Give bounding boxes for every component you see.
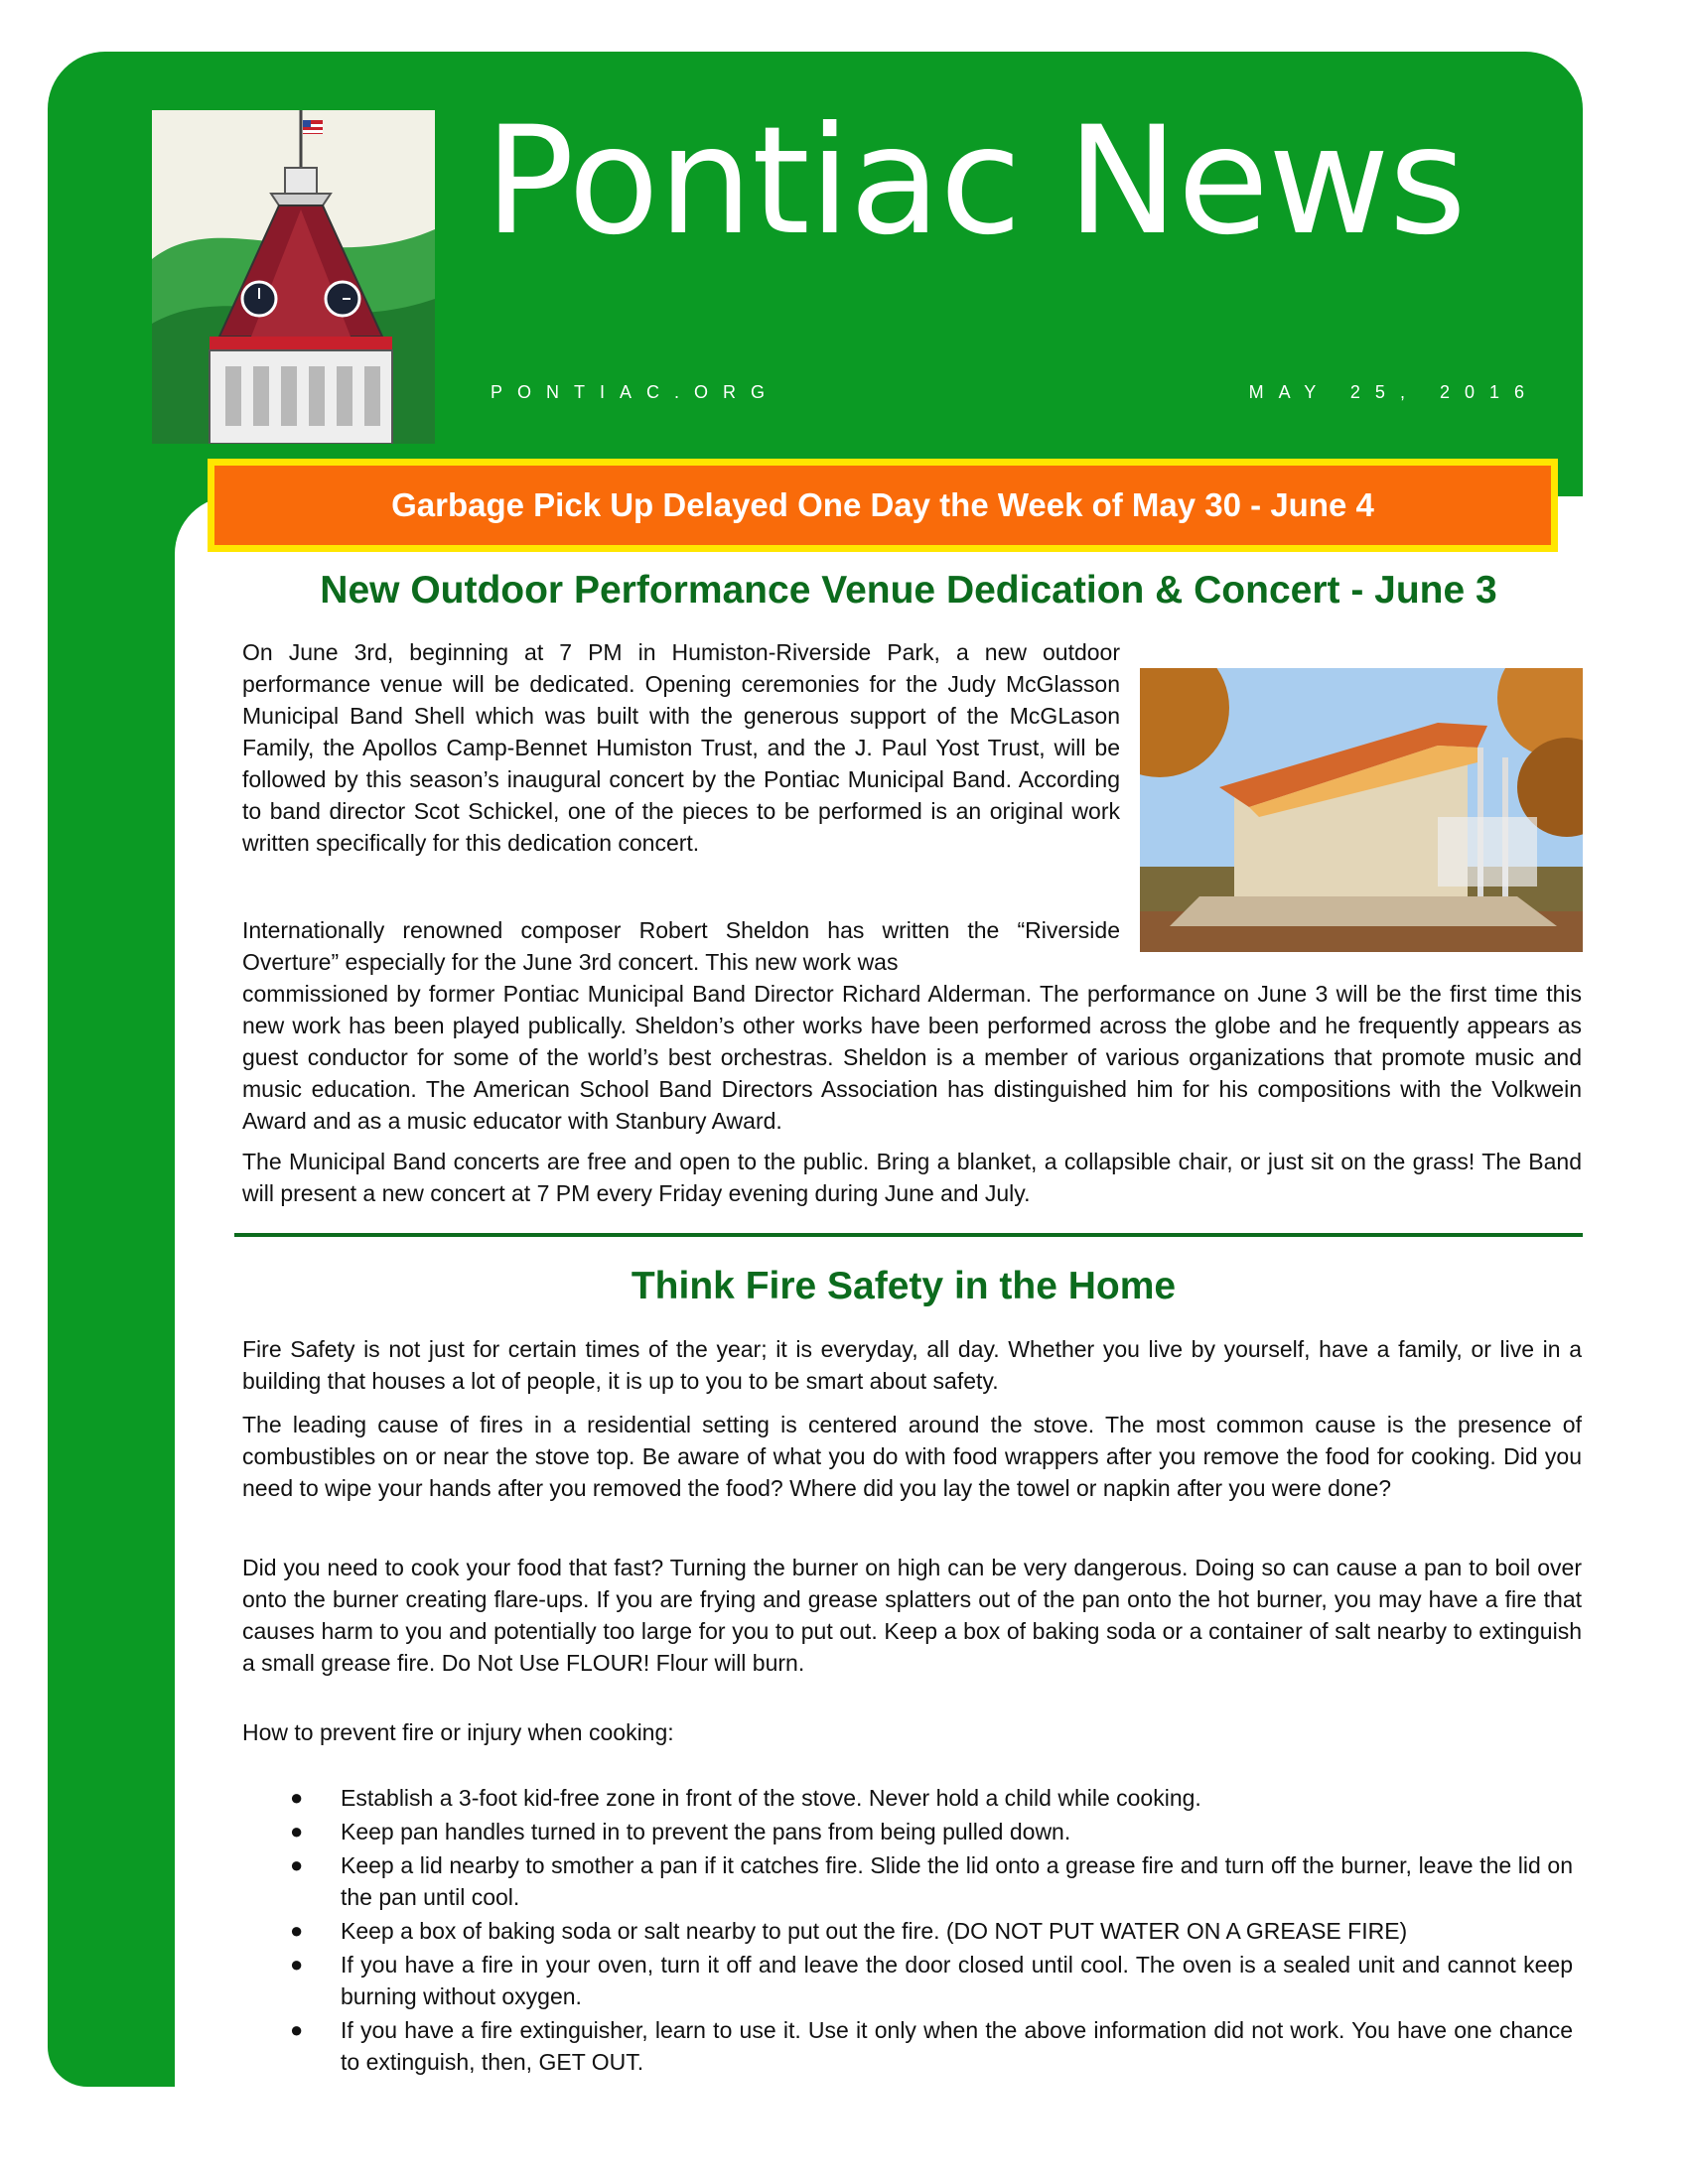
courthouse-logo (152, 110, 435, 444)
article2-title: Think Fire Safety in the Home (631, 1265, 1177, 1307)
article2-paragraph-2: The leading cause of fires in a residential setting is centered around the stove. The most common cause is the presence of combustibles on or near the stove top. Be aware of what you do with food wrappers after you remove the food for cooking. Did you need to wipe your hands after you removed the food? Where did you lay the towel or napkin after you were done? (242, 1412, 1582, 1501)
list-item-text: Keep pan handles turned in to prevent the pans from being pulled down. (341, 1819, 1071, 1844)
article1-title: New Outdoor Performance Venue Dedication & Concert - June 3 (320, 569, 1497, 612)
bullet-icon: ● (290, 1918, 304, 1943)
article2-paragraph-1: Fire Safety is not just for certain times of the year; it is everyday, all day. Whether you live by yourself, have a family, or live in a building that houses a lot of people, it is up to you to be smart about safety. (242, 1336, 1582, 1394)
article1-paragraph-2-rest: commissioned by former Pontiac Municipal Band Director Richard Alderman. The performance on June 3 will be the first time this new work has been played publically. Sheldon’s other works have been performed across the globe and he frequently appears as guest conductor for some of the world’s best orchestras. Sheldon is a member of various organizations that promote music and music education. The American School Band Directors Association has distinguished him for his compositions with the Volkwein Award and as a music educator with Stanbury Award. (242, 981, 1582, 1134)
list-item (242, 1816, 1573, 1847)
site-url[interactable]: PONTIAC.ORG (491, 382, 780, 402)
list-item (242, 1782, 1573, 1814)
bullet-icon: ● (290, 1852, 304, 1877)
list-item-text: Keep a box of baking soda or salt nearby to put out the fire. (DO NOT PUT WATER ON A GREASE FIRE) (341, 1918, 1408, 1944)
list-item-text: Keep a lid nearby to smother a pan if it catches fire. Slide the lid onto a grease fire and turn off the burner, leave the lid on the pan until cool. (341, 1852, 1573, 1910)
bullet-icon: ● (290, 1819, 304, 1843)
band-shell-photo (1140, 668, 1583, 952)
list-item-text: If you have a fire in your oven, turn it off and leave the door closed until cool. The oven is a sealed unit and cannot keep burning without oxygen. (341, 1952, 1573, 2009)
section-divider (234, 1233, 1583, 1237)
list-item-text: Establish a 3-foot kid-free zone in front of the stove. Never hold a child while cooking. (341, 1785, 1201, 1811)
bullet-icon: ● (290, 2017, 304, 2042)
bullet-icon: ● (290, 1952, 304, 1977)
alert-banner (208, 459, 1558, 552)
alert-banner-text: Garbage Pick Up Delayed One Day the Week of May 30 - June 4 (391, 486, 1374, 523)
fire-safety-tips-list (242, 1782, 1573, 2080)
article1-paragraph-2-start: Internationally renowned composer Robert Sheldon has written the “Riverside Overture” especially for the June 3rd concert. This new work was (242, 917, 1120, 975)
list-item (242, 2014, 1573, 2078)
list-item (242, 1949, 1573, 2012)
list-item (242, 1915, 1573, 1947)
bullet-icon: ● (290, 1785, 304, 1810)
issue-date: MAY 25, 2016 (1248, 382, 1539, 402)
article2-paragraph-3: Did you need to cook your food that fast? Turning the burner on high can be very dangerous. Doing so can cause a pan to boil over onto the burner creating flare-ups. If you are frying and grease splatters out of the pan onto the hot burner, you may have a fire that causes harm to you and potentially too large for you to put out. Keep a box of baking soda or a container of salt nearby to extinguish a small grease fire. Do Not Use FLOUR! Flour will burn. (242, 1555, 1582, 1676)
list-item-text: If you have a fire extinguisher, learn to use it. Use it only when the above information did not work. You have one chance to extinguish, then, GET OUT. (341, 2017, 1573, 2075)
masthead-title: Pontiac News (485, 95, 1466, 268)
article1-paragraph-1: On June 3rd, beginning at 7 PM in Humiston-Riverside Park, a new outdoor performance venue will be dedicated. Opening ceremonies for the Judy McGlasson Municipal Band Shell which was built with the generous support of the McGLason Family, the Apollos Camp-Bennet Humiston Trust, and the J. Paul Yost Trust, will be followed by this season’s inaugural concert by the Pontiac Municipal Band. According to band director Scot Schickel, one of the pieces to be performed is an original work written specifically for this dedication concert. (242, 639, 1120, 856)
article1-paragraph-3: The Municipal Band concerts are free and open to the public. Bring a blanket, a collapsible chair, or just sit on the grass! The Band will present a new concert at 7 PM every Friday evening during June and July. (242, 1149, 1582, 1206)
list-item (242, 1849, 1573, 1913)
article2-paragraph-4: How to prevent fire or injury when cooking: (242, 1719, 674, 1745)
